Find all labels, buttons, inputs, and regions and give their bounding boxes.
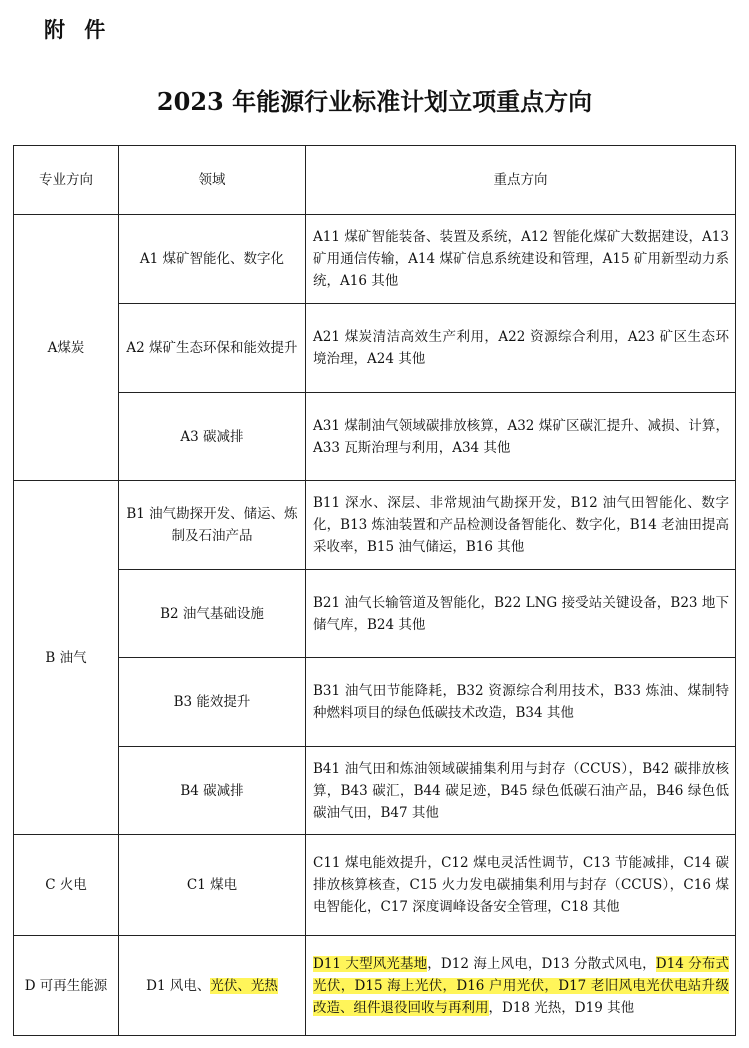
field-cell: B1 油气勘探开发、储运、炼制及石油产品 — [119, 481, 306, 570]
focus-cell: B31 油气田节能降耗，B32 资源综合利用技术，B33 炼油、煤制特种燃料项目的绿色低碳技术改造，B34 其他 — [306, 658, 736, 747]
focus-cell: B11 深水、深层、非常规油气勘探开发，B12 油气田智能化、数字化，B13 炼油装置和产品检测设备智能化、数字化，B14 老油田提高采收率，B15 油气储运，B16 其他 — [306, 481, 736, 570]
field-cell — [119, 936, 306, 1036]
focus-text: ，D12 海上风电，D13 分散式风电， — [427, 955, 656, 972]
focus-text: ，D18 光热，D19 其他 — [488, 999, 635, 1016]
table-header-row — [14, 146, 736, 215]
focus-cell: B21 油气长输管道及智能化，B22 LNG 接受站关键设备，B23 地下储气库，B24 其他 — [306, 570, 736, 658]
table-row — [14, 481, 736, 570]
standards-table — [13, 145, 736, 1036]
table-row — [14, 215, 736, 304]
field-cell: C1 煤电 — [119, 835, 306, 936]
field-cell: A1 煤矿智能化、数字化 — [119, 215, 306, 304]
field-text: D1 风电、 — [146, 977, 211, 994]
table-row — [14, 570, 736, 658]
focus-cell: B41 油气田和炼油领域碳捕集利用与封存（CCUS），B42 碳排放核算，B43 碳汇，B44 碳足迹，B45 绿色低碳石油产品，B46 绿色低碳油气田，B47 其他 — [306, 747, 736, 835]
table-row — [14, 393, 736, 481]
page-title: 2023 年能源行业标准计划立项重点方向 — [156, 87, 593, 116]
column-header-focus: 重点方向 — [306, 146, 736, 215]
direction-cell: C 火电 — [14, 835, 119, 936]
direction-cell: B 油气 — [14, 481, 119, 835]
field-cell: B3 能效提升 — [119, 658, 306, 747]
field-cell: A2 煤矿生态环保和能效提升 — [119, 304, 306, 393]
table-row — [14, 304, 736, 393]
focus-cell: A31 煤制油气领域碳排放核算，A32 煤矿区碳汇提升、减损、计算，A33 瓦斯治理与利用，A34 其他 — [306, 393, 736, 481]
field-text-highlighted: 光伏、光热 — [210, 977, 278, 994]
direction-cell: A煤炭 — [14, 215, 119, 481]
attachment-label: 附 件 — [44, 18, 112, 42]
focus-cell: A21 煤炭清洁高效生产利用，A22 资源综合利用，A23 矿区生态环境治理，A24 其他 — [306, 304, 736, 393]
table-row — [14, 747, 736, 835]
focus-text-highlighted: D14 分布式光伏，D15 海上光伏，D16 户用光伏，D17 老旧风电光伏电站升级改造、组件退役回收与再利用 — [313, 955, 730, 1016]
table-row — [14, 835, 736, 936]
focus-cell — [306, 936, 736, 1036]
column-header-direction: 专业方向 — [14, 146, 119, 215]
column-header-field: 领域 — [119, 146, 306, 215]
focus-cell: C11 煤电能效提升，C12 煤电灵活性调节，C13 节能减排，C14 碳排放核算核查，C15 火力发电碳捕集利用与封存（CCUS），C16 煤电智能化，C17 深度调峰设备安全管理，C18 其他 — [306, 835, 736, 936]
table-row — [14, 936, 736, 1036]
table-row — [14, 658, 736, 747]
focus-text-highlighted: D11 大型风光基地 — [313, 955, 428, 972]
field-cell: B4 碳减排 — [119, 747, 306, 835]
direction-cell: D 可再生能源 — [14, 936, 119, 1036]
field-cell: A3 碳减排 — [119, 393, 306, 481]
focus-cell: A11 煤矿智能装备、装置及系统，A12 智能化煤矿大数据建设，A13 矿用通信传输，A14 煤矿信息系统建设和管理，A15 矿用新型动力系统，A16 其他 — [306, 215, 736, 304]
field-cell: B2 油气基础设施 — [119, 570, 306, 658]
